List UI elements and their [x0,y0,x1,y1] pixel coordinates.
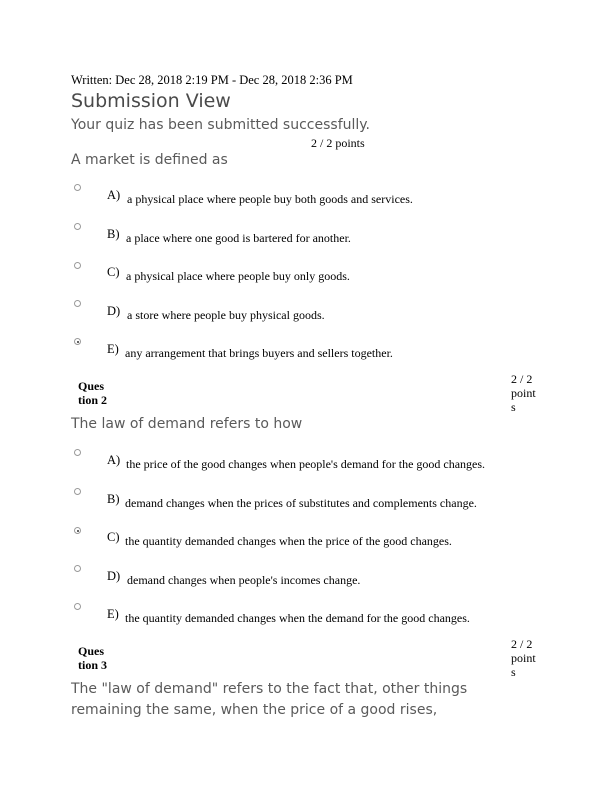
option-letter: C) [107,530,120,544]
option-text: demand changes when people's incomes change. [127,573,361,587]
option-letter: E) [107,342,119,356]
radio-button[interactable] [74,488,81,495]
question-3-label [78,644,118,672]
option-text: a physical place where people buy only goods. [126,269,350,283]
points-line: s [511,665,516,679]
radio-button[interactable] [74,184,81,191]
radio-button[interactable] [74,565,81,572]
question-2-label [78,379,118,407]
written-timestamp: Written: Dec 28, 2018 2:19 PM - Dec 28, 2018 2:36 PM [71,73,353,87]
option-letter: D) [107,304,121,318]
question-1-text: A market is defined as [71,152,228,168]
option-letter: A) [107,453,121,467]
points-line: point [511,386,536,400]
points-line: point [511,651,536,665]
points-line: 2 / 2 [511,637,533,651]
radio-button[interactable] [74,603,81,610]
page-title: Submission View [71,90,231,112]
label-line: tion 2 [78,393,108,407]
label-line: Ques [78,379,105,393]
success-message: Your quiz has been submitted successfully. [71,117,371,133]
points-line: 2 / 2 [511,372,533,386]
label-line: tion 3 [78,658,108,672]
radio-button[interactable] [74,300,81,307]
points-line: s [511,400,516,414]
question-2-text: The law of demand refers to how [71,416,303,432]
option-text: demand changes when the prices of substitutes and complements change. [125,496,477,510]
option-text: a physical place where people buy both goods and services. [127,192,413,206]
option-letter: A) [107,188,121,202]
option-text: the quantity demanded changes when the price of the good changes. [125,534,452,548]
option-text: a place where one good is bartered for another. [126,231,351,245]
option-letter: B) [107,492,120,506]
option-text: a store where people buy physical goods. [127,308,325,322]
radio-button-selected[interactable] [74,527,81,534]
question-3-text: The "law of demand" refers to the fact that, other things remaining the same, when the price of a good rises, [71,681,468,718]
option-letter: B) [107,227,120,241]
radio-button[interactable] [74,449,81,456]
option-text: any arrangement that brings buyers and sellers together. [125,346,393,360]
radio-button[interactable] [74,223,81,230]
radio-button-selected[interactable] [74,338,81,345]
question-1-points: 2 / 2 points [311,136,365,150]
question-2-points [511,372,551,414]
option-text: the price of the good changes when people's demand for the good changes. [126,457,486,471]
label-line: Ques [78,644,105,658]
radio-button[interactable] [74,262,81,269]
option-letter: E) [107,607,119,621]
question-3-points [511,637,551,679]
option-letter: C) [107,265,120,279]
option-letter: D) [107,569,121,583]
option-text: the quantity demanded changes when the demand for the good changes. [125,611,470,625]
